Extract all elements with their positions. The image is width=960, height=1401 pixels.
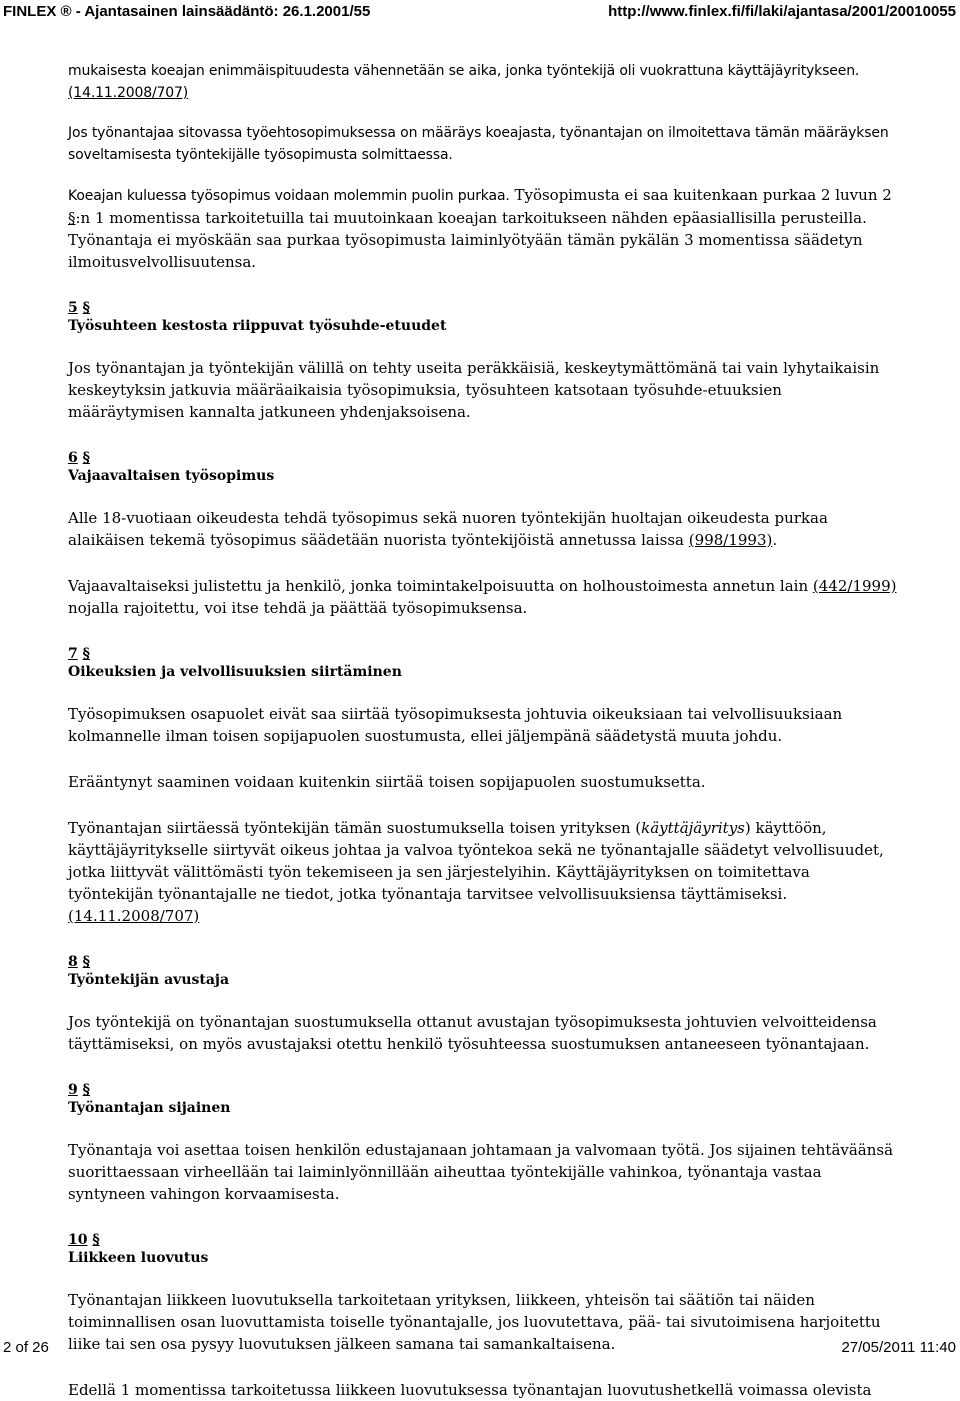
section-number-10[interactable]: 10 § (68, 1232, 100, 1248)
section-title-10: Liikkeen luovutus (68, 1250, 209, 1266)
amendment-link[interactable]: (14.11.2008/707) (68, 85, 189, 101)
amendment-link[interactable]: (14.11.2008/707) (68, 907, 200, 925)
print-header (0, 2, 960, 22)
section-title-6: Vajaavaltaisen työsopimus (68, 468, 275, 484)
paragraph-s7-2: Erääntynyt saaminen voidaan kuitenkin siirtää toisen sopijapuolen suostumuksetta. (68, 773, 706, 791)
section-icon: § (82, 1082, 90, 1098)
paragraph-s8-1: Jos työntekijä on työnantajan suostumuksella ottanut avustajan työsopimuksesta johtuvien velvoitteidensa täyttämiseksi, on myös avustajaksi otettu henkilö työsuhteessa suostumuksen antaneeseen työnantajaan. (68, 1013, 877, 1053)
section-number-7[interactable]: 7 § (68, 646, 90, 662)
section-link[interactable]: § (68, 209, 76, 227)
section-title-5: Työsuhteen kestosta riippuvat työsuhde-etuudet (68, 318, 447, 334)
paragraph-intro: mukaisesta koeajan enimmäispituudesta vähennetään se aika, jonka työntekijä oli vuokrattuna käyttäjäyritykseen. (14.11.2008/707) (68, 63, 860, 101)
section-icon: § (82, 954, 90, 970)
section-number-9[interactable]: 9 § (68, 1082, 90, 1098)
header-page-title: FINLEX ® - Ajantasainen lainsäädäntö: 26.1.2001/55 (3, 3, 371, 20)
paragraph-s10-2: Edellä 1 momentissa tarkoitetussa liikkeen luovutuksessa työnantajan luovutushetkellä voimassa olevista (68, 1381, 872, 1399)
section-icon: § (82, 646, 90, 662)
page-count: 2 of 26 (3, 1339, 49, 1356)
section-icon: § (82, 450, 90, 466)
section-icon: § (92, 1232, 100, 1248)
section-number-5[interactable]: 5 § (68, 300, 90, 316)
paragraph-s7-1: Työsopimuksen osapuolet eivät saa siirtää työsopimuksesta johtuvia oikeuksiaan tai velvollisuuksiaan kolmannelle ilman toisen sopijapuolen suostumusta, ellei jäljempänä säädetystä muuta johdu. (68, 705, 843, 745)
document-body (68, 60, 898, 1401)
paragraph-trial-period: Koeajan kuluessa työsopimus voidaan molemmin puolin purkaa. Työsopimusta ei saa kuitenkaan purkaa 2 luvun 2 §:n 1 momentissa tarkoitetuilla tai muutoinkaan koeajan tarkoitukseen nähden epäasiallisilla perusteilla. Työnantaja ei myöskään saa purkaa työsopimusta laiminlyötyään tämän pykälän 3 momentissa säädetyn ilmoitusvelvollisuutensa. (68, 186, 892, 271)
section-title-7: Oikeuksien ja velvollisuuksien siirtäminen (68, 664, 402, 680)
section-number-6[interactable]: 6 § (68, 450, 90, 466)
law-link-998-1993[interactable]: (998/1993) (688, 531, 773, 549)
print-datetime: 27/05/2011 11:40 (841, 1339, 956, 1356)
paragraph-s5-1: Jos työnantajan ja työntekijän välillä on tehty useita peräkkäisiä, keskeytymättömänä tai vain lyhytaikaisin keskeytyksin jatkuvia määräaikaisia työsopimuksia, työsuhteen katsotaan työsuhde-etuuksien määräytymisen kannalta jatkuneen yhdenjaksoisena. (68, 359, 880, 421)
paragraph-s9-1: Työnantaja voi asettaa toisen henkilön edustajanaan johtamaan ja valvomaan työtä. Jos sijainen tehtäväänsä suorittaessaan virheellään tai laiminlyönnillään aiheuttaa työntekijälle vahinkoa, työnantaja vastaa syntyneen vahingon korvaamisesta. (68, 1141, 894, 1203)
paragraph-s10-1: Työnantajan liikkeen luovutuksella tarkoitetaan yrityksen, liikkeen, yhteisön tai säätiön tai näiden toiminnallisen osan luovuttamista toiselle työnantajalle, jos luovutettava, pää- tai sivutoimisena harjoitettu liike tai sen osa pysyy luovutuksen jälkeen samana tai samankaltaisena. (68, 1291, 881, 1353)
section-title-8: Työntekijän avustaja (68, 972, 230, 988)
law-link-442-1999[interactable]: (442/1999) (812, 577, 897, 595)
print-footer (0, 1339, 960, 1357)
section-title-9: Työnantajan sijainen (68, 1100, 231, 1116)
section-icon: § (82, 300, 90, 316)
paragraph-collective-agreement: Jos työnantajaa sitovassa työehtosopimuksessa on määräys koeajasta, työnantajan on ilmoitettava tämän määräyksen soveltamisesta työntekijälle työsopimusta solmittaessa. (68, 125, 889, 163)
paragraph-s7-3: Työnantajan siirtäessä työntekijän tämän suostumuksella toisen yrityksen (käyttäjäyritys) käyttöön, käyttäjäyritykselle siirtyvät oikeus johtaa ja valvoa työntekoa sekä ne työnantajalle säädetyt velvollisuudet, jotka liittyvät välittömästi työn tekemiseen ja sen järjestelyihin. Käyttäjäyrityksen on toimitettava työntekijän työnantajalle ne tiedot, jotka työnantaja tarvitsee velvollisuuksiensa täyttämiseksi. (14.11.2008/707) (68, 819, 884, 925)
paragraph-s6-1: Alle 18-vuotiaan oikeudesta tehdä työsopimus sekä nuoren työntekijän huoltajan oikeudesta purkaa alaikäisen tekemä työsopimus säädetään nuorista työntekijöistä annetussa laissa (998/1993). (68, 509, 828, 549)
section-number-8[interactable]: 8 § (68, 954, 90, 970)
paragraph-s6-2: Vajaavaltaiseksi julistettu ja henkilö, jonka toimintakelpoisuutta on holhoustoimesta annetun lain (442/1999) nojalla rajoitettu, voi itse tehdä ja päättää työsopimuksensa. (68, 577, 897, 617)
header-url: http://www.finlex.fi/fi/laki/ajantasa/2001/20010055 (608, 3, 956, 20)
